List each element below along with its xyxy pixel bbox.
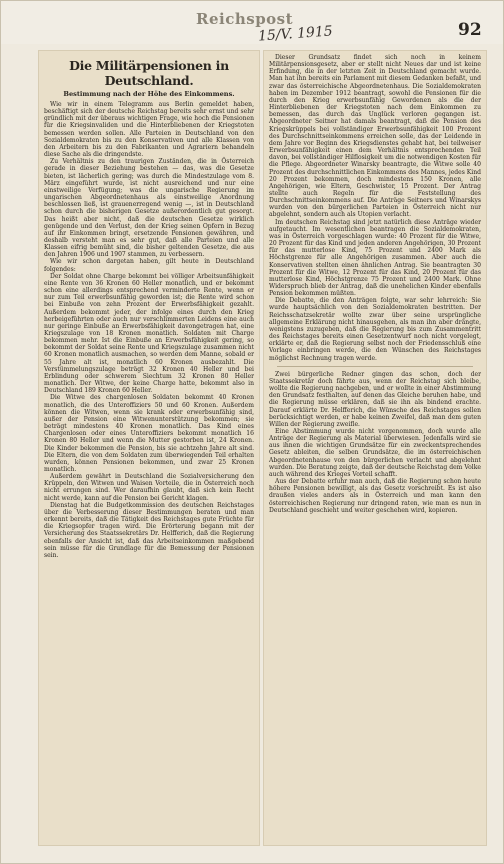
article-paragraph: Eine Abstimmung wurde nicht vorgenommen, doch wurde alle Anträge der Regierung als Material überwiesen. Jedenfalls wird sie aus ihnen die wichtigen Grundsätze für ein zweckentsprechendes Gesetz ableiten, die selben Grundsätze, die im österreichischen Abgeordnetenhause von den bürgerlichen verlacht und abgelehnt wurden. Die Beratung zeigte, daß der deutsche Reichstag dem Volke auch während des Krieges Vorteil schafft. [269, 427, 481, 478]
article-paragraph: Die Debatte, die den Anträgen folgte, war sehr lehrreich: Sie wurde hauptsächlich von den Sozialdemokraten bestritten. Der Reichsschatzsekretär wollte zwar über seine ursprüngliche allgemeine Erklärung nicht hinausgehen, als man ihn aber drängte, wenigstens zuzugeben, daß die Regierung bis zum Zusammentritt des Reichstages bereits einen Gesetzentwurf noch nicht vorgelegt, erklärte er, daß die Regierung selbst noch der Friedensschluß eine Vorlage einbringen werde, die den Wünschen des Reichstages möglichst Rechnung tragen werde. [269, 297, 481, 362]
article-paragraph: Aus der Debatte erfuhr man auch, daß die Regierung schon heute höhere Pensionen bewilligt, als das Gesetz vorschreibt. Es ist also draußen vieles anders als in Österreich und man kann den österreichischen Regierung nur dringend raten, wie man es nun in Deutschland geschieht und weiter geschehen wird, kopieren. [269, 478, 481, 514]
article-paragraph: Die Witwe des chargenlosen Soldaten bekommt 40 Kronen monatlich, die des Unteroffiziers 50 und 60 Kronen. Außerdem können die Witwen, wenn sie krank oder erwerbsunfähig sind, außer der Pension eine Witwenunterstützung bekommen; sie beträgt mindestens 40 Kronen monatlich. Das Kind eines Chargenlosen oder eines Unteroffiziers bekommt monatlich 16 Kronen 80 Heller und wenn die Mutter gestorben ist, 24 Kronen. Die Kinder bekommen die Pension, bis sie achtzehn Jahre alt sind. Die Eltern, die von dem Soldaten zum überwiegenden Teil erhalten wurden, können Pensionen bekommen, und zwar 25 Kronen monatlich. [44, 394, 254, 473]
article-paragraph: Zwei bürgerliche Redner gingen das schon, doch der Staatssekretär doch fährte aus, wenn der Reichstag sich bleibe, wollte die Regierung nachgeben, und er wollte in einer Abstimmung den Grundsatz festhalten, auf denen das Gleiche beruhen habe, und die Regierung müsse erklären, daß sie ihn als bindend erachte. Darauf erklärte Dr. Helfferich, die Wünsche des Reichstages sollen berücksichtigt werden, er habe keinen Zweifel, daß man dem guten Willen der Regierung zweifle. [269, 370, 481, 428]
article-paragraph: Wie wir in einem Telegramm aus Berlin gemeldet haben, beschäftigt sich der deutsche Reichstag bereits sehr ernst und sehr gründlich mit der überaus wichtigen Frage, wie hoch die Pensionen für die Kriegsinvaliden und die Hinterbliebenen der Kriegstoten bemessen werden sollen. Alle Parteien in Deutschland von den Sozialdemokraten bis zu den Konservativen und alle Klassen von den Arbeitern bis zu den Fabrikanten und Agrariern behandeln diese Sache als die dringendste. [44, 101, 254, 159]
clipping-column-right [263, 50, 487, 846]
archive-header [0, 0, 504, 44]
article-paragraph: Dienstag hat die Budgetkommission des deutschen Reichstages über die Verbesserung dieser Bestimmungen beraten und man erkennt bereits, daß die Tätigkeit des Reichstages gute Früchte für die Kriegsopfer tragen wird. Die Erörterung begann mit der Versicherung des Staatssekretärs Dr. Helfferich, daß die Regierung ebenfalls der Ansicht ist, daß das Arbeitseinkommen maßgebend sein müsse für die Grundlage für die Bemessung der Pensionen sein. [44, 501, 254, 559]
article-paragraph: Der Soldat ohne Charge bekommt bei völliger Arbeitsunfähigkeit eine Rente von 36 Kronen 60 Heller monatlich, und er bekommt schon eine allerdings entsprechend verminderte Rente, wenn er nur zum Teil erwerbsunfähig geworden ist; die Rente wird schon bei Einbuße von zehn Prozent der Erwerbsfähigkeit gezahlt. Außerdem bekommt jeder, der infolge eines durch den Krieg herbeigeführten oder auch nur verschlimmerten Leidens eine auch nur geringe Einbuße an Erwerbsfähigkeit davongetragen hat, eine Kriegszulage von 18 Kronen monatlich. Soldaten mit Charge bekommen mehr. Ist die Einbuße an Erwerbsfähigkeit gering, so bekommt der Soldat seine Rente und Kriegszulage zusammen nicht 60 Kronen monatlich ausmachen, so werden dem Manne, sobald er 55 Jahre alt ist, monatlich 60 Kronen ausbezahlt. Die Verstümmelungszulage beträgt 32 Kronen 40 Heller und bei Erblindung oder schwerem Siechtum 32 Kronen 80 Heller monatlich. Der Witwe, der keine Charge hatte, bekommt also in Deutschland 189 Kronen 60 Heller. [44, 272, 254, 395]
article-paragraph: Im deutschen Reichstag sind jetzt natürlich diese Anträge wieder aufgetaucht. Im wesentlichen beantragen die Sozialdemokraten, was in Österreich vorgeschlagen wurde: 40 Prozent für die Witwe, 20 Prozent für das Kind und jeden anderen Angehörigen, 30 Prozent für das mutterlose Kind, 75 Prozent und 2400 Mark als Höchstgrenze für alle Angehörigen zusammen. Aber auch die Konservativen stellten einen ähnlichen Antrag. Sie beantragten 30 Prozent für die Witwe, 12 Prozent für das Kind, 20 Prozent für das mutterlose Kind, Höchstgrenze 75 Prozent und 2400 Mark. Ohne Widerspruch blieb der Antrag, daß die unehelichen Kinder ebenfalls Pension bekommen müßten. [269, 218, 481, 298]
newspaper-stamp: Reichspost [196, 10, 294, 28]
article-paragraph: Wie wir schon dargetan haben, gilt heute in Deutschland folgendes: [44, 258, 254, 273]
article-subtitle: Bestimmung nach der Höhe des Einkommens. [63, 90, 235, 98]
article-paragraph: Außerdem gewährt in Deutschland die Sozialversicherung den Krüppeln, den Witwen und Waisen Vorteile, die in Österreich noch nicht errungen sind. Wer daraufhin glaubt, daß sich kein Recht nicht werde, kann auf die Pension bei Gericht klagen. [44, 473, 254, 502]
article-paragraph: Dieser Grundsatz findet sich noch in keinem Militärpensionsgesetz, aber er stellt nicht Neues dar und ist keine Erfindung, die in der letzten Zeit in Deutschland gemacht wurde. Man hat ihn bereits ein Parlament mit diesem Gedanken befaßt, und zwar das österreichische Abgeordnetenhaus. Die Sozialdemokraten haben im Dezember 1912 beantragt, sowohl die Pensionen für die durch den Krieg erwerbsunfähig Gewordenen als die der Hinterbliebenen der Kriegstoten nach dem Einkommen zu bemessen, das durch das Unglück verloren gegangen ist. Abgeordneter Seitner hat damals beantragt, daß die Pension des Kriegskrüppels bei vollständiger Erwerbsunfähigkeit 100 Prozent des Durchschnittseinkommens erreichen solle, das der Leidende in dem Jahre vor Beginn des Kriegsdienstes gehabt hat, bei teilweiser Erwerbsunfähigkeit einen dem Verhältnis entsprechenden Teil davon, bei vollständiger Hilflosigkeit um die notwendigen Kosten für die Pflege. Abgeordneter Winarsky beantragte, die Witwe solle 40 Prozent des durchschnittlichen Einkommens des Mannes, jedes Kind 20 Prozent bekommen, doch mindestens 150 Kronen, alle Angehörigen, wie Eltern, Geschwister, 15 Prozent. Der Antrag stellte auch Regeln für die Feststellung des Durchschnittseinkommens auf. Die Anträge Seitners und Winarskys wurden von den bürgerlichen Parteien in Österreich nicht nur abgelehnt, sondern auch als Utopien verlacht. [269, 54, 481, 219]
column-divider [277, 366, 473, 367]
clipping-column-left [38, 50, 260, 846]
article-title: Die Militärpensionen in Deutschland. [69, 58, 229, 88]
page-number: 92 [458, 20, 482, 40]
handwritten-date: 15/V. 1915 [257, 23, 334, 45]
article-paragraph: Zu Verhältnis zu den traurigen Zuständen, die in Österreich gerade in dieser Beziehung bestehen — das, was die Gesetze bieten, ist lächerlich gering; was durch die Mindestzulage vom 8. März eingeführt wurde, ist nicht ausreichend und nur eine einstweilige Verfügung; was die ungarische Regierung im ungarischen Abgeordnetenhaus als einstweilige Anordnung beschlossen ließ, ist grauenerregend wenig —, ist in Deutschland schon durch die bisherigen Gesetze außerordentlich gut gesorgt. Das heißt aber nicht, daß die deutschen Gesetze wirklich genügende und den Verlust, den der Krieg seinen Opfern in Bezug auf ihr Einkommen bringt, ersetzende Pensionen gewähren, und deshalb versteht man es sehr gut, daß alle Parteien und alle Klassen eifrig bemüht sind, die bisher geltenden Gesetze, die aus den Jahren 1906 und 1907 stammen, zu verbessern. [44, 158, 254, 259]
